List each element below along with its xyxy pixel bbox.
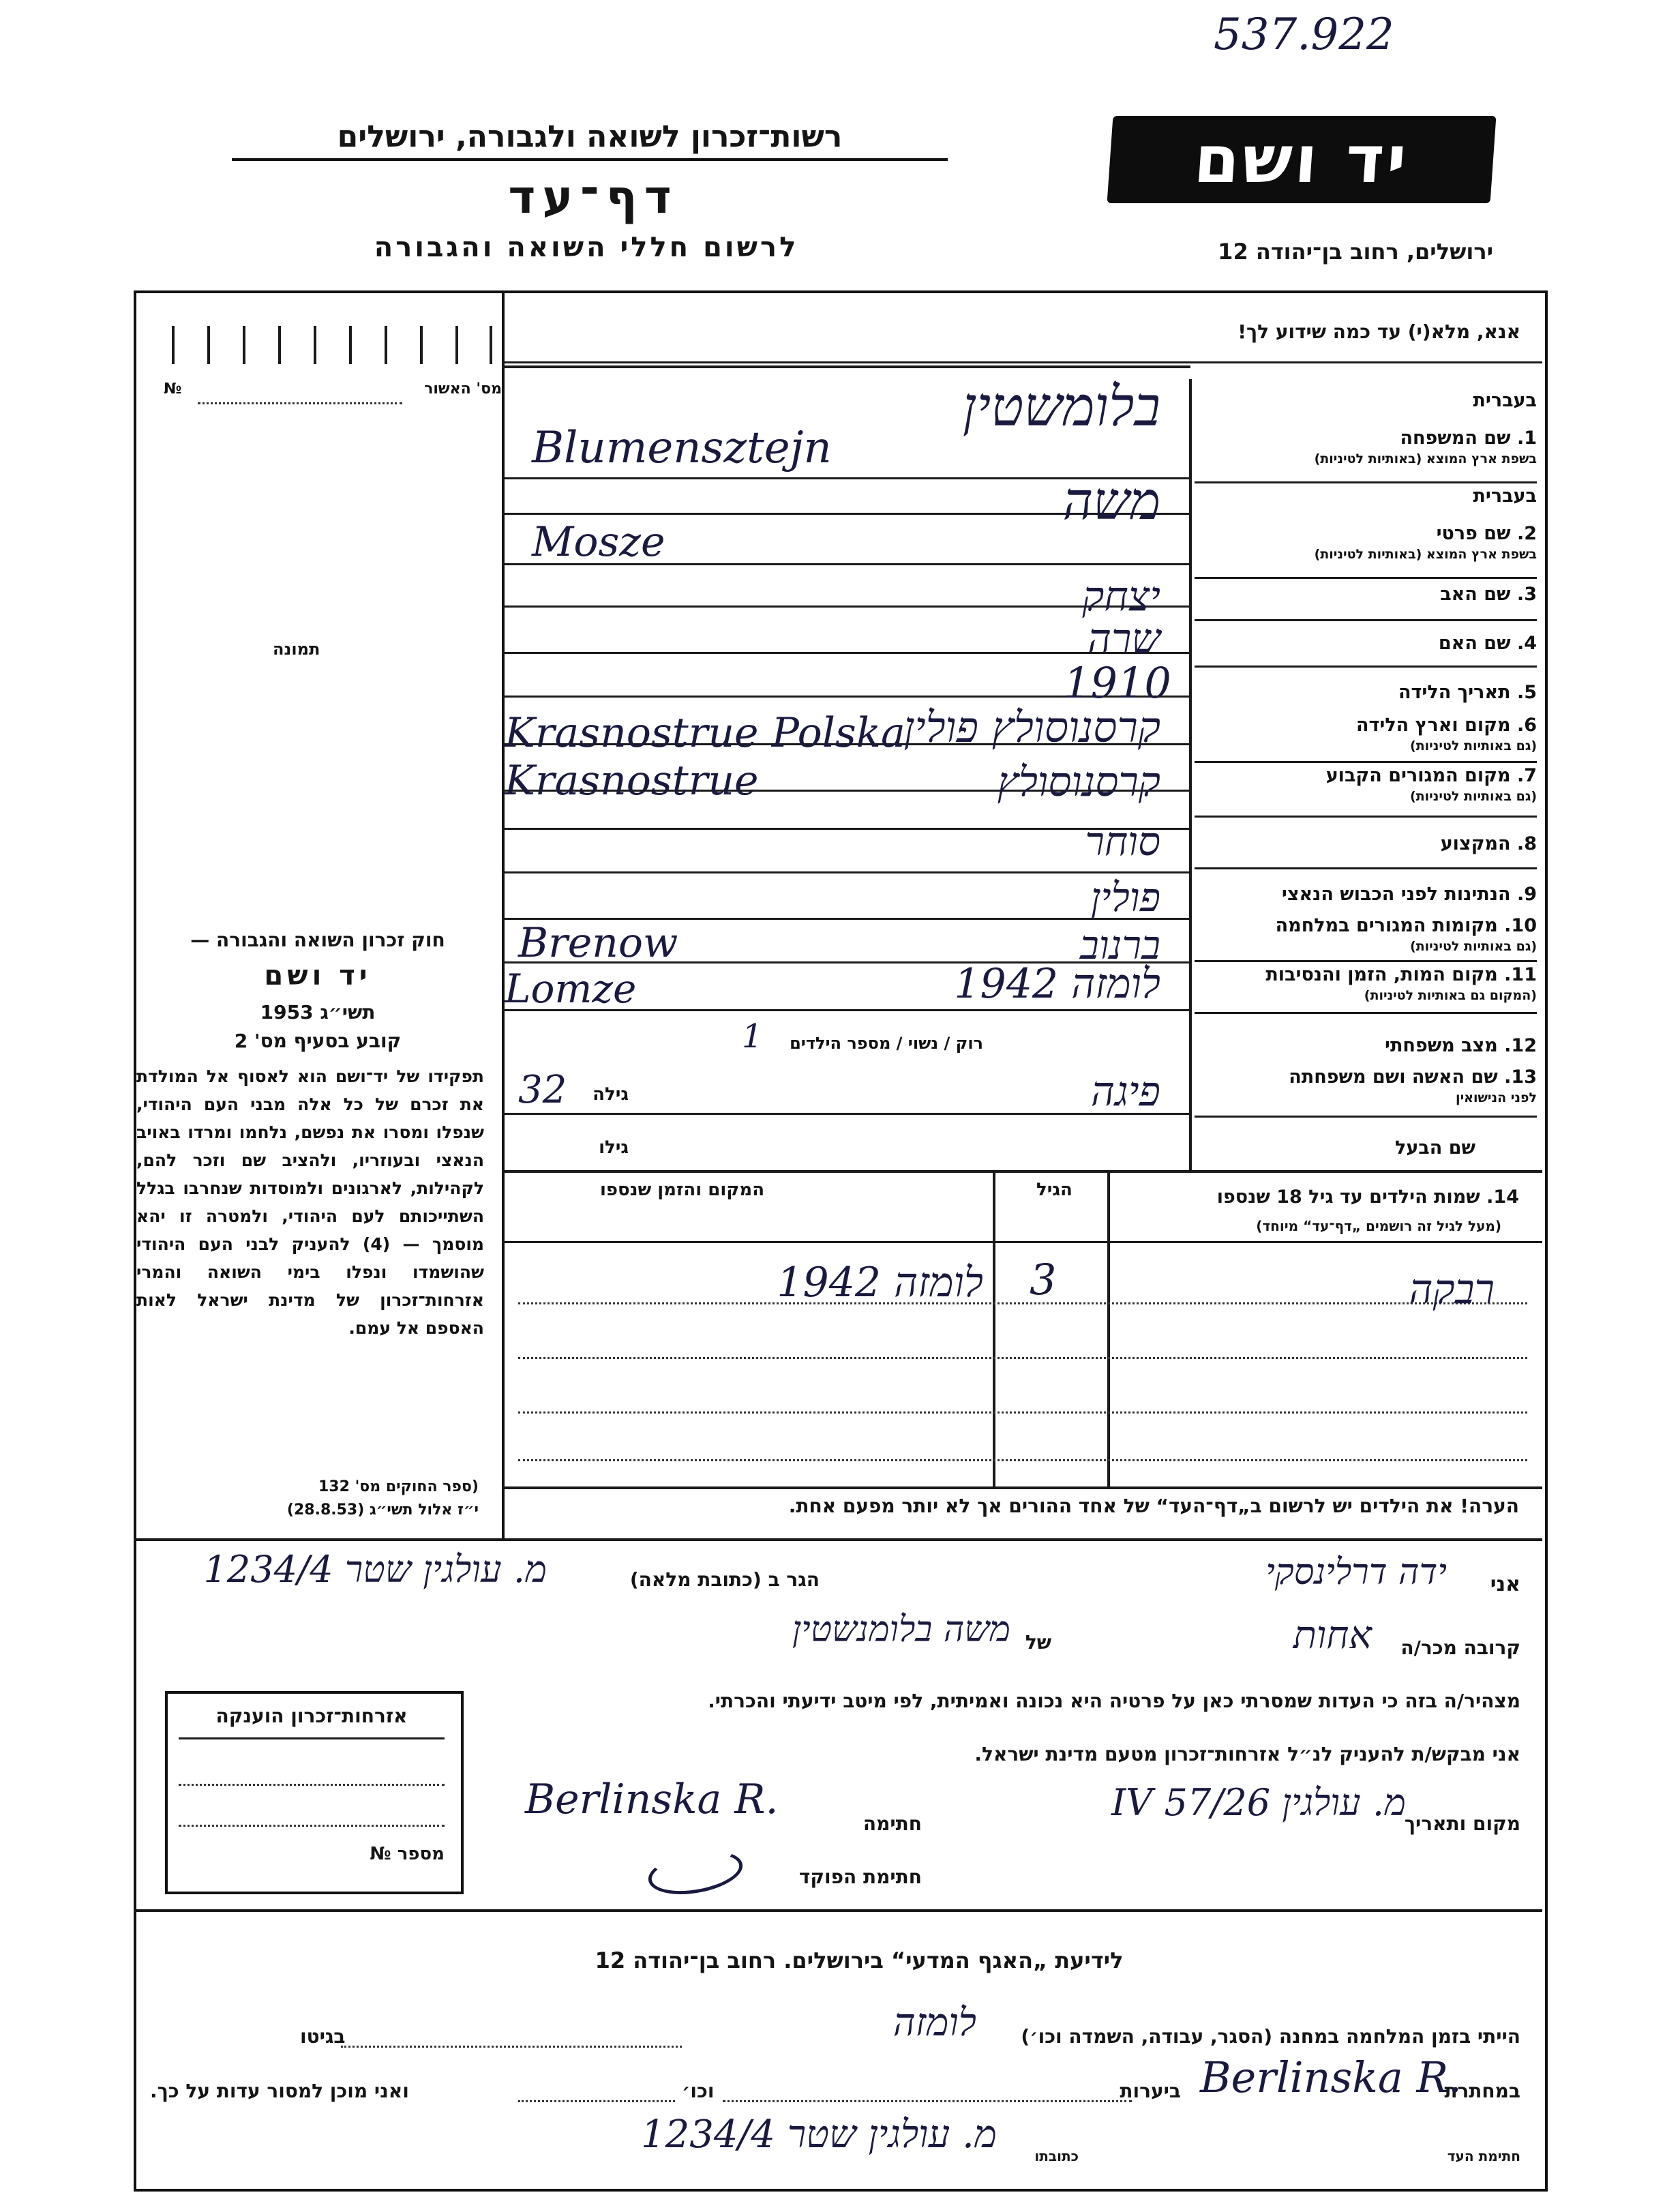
- death-hebrew-value[interactable]: לומזה 1942: [954, 960, 1160, 1008]
- mother-value[interactable]: שרה: [1087, 615, 1160, 663]
- surname-hebrew-value[interactable]: בלומשטין: [962, 375, 1160, 438]
- birth-date-label: 5. תאריך הלידה: [1398, 682, 1537, 703]
- first-name-label: 2. שם פרטי: [1436, 523, 1537, 544]
- birth-place-hebrew-value[interactable]: קרסנוסולץ פולין: [903, 702, 1160, 752]
- birth-place-sub: (גם באותיות לטיניות): [1409, 738, 1537, 753]
- declaration-request: אני מבקש/ת להעניק לנ״ל אזרחות־זכרון מטעם מדינת ישראל.: [974, 1743, 1520, 1765]
- first-name-latin-value[interactable]: Mosze: [532, 518, 665, 566]
- children-sub: (מעל לגיל זה רושמים „דף־עד“ מיוחד): [1256, 1218, 1501, 1234]
- declaration-relative-label: קרובה מכר/ה: [1400, 1636, 1520, 1659]
- spouse-value[interactable]: פיגה: [1090, 1068, 1160, 1116]
- spouse-age-label: גילה: [592, 1084, 629, 1105]
- spouse-label: 13. שם האשה ושם משפחתה: [1289, 1066, 1537, 1088]
- war-residence-hebrew-value[interactable]: ברנוב: [1079, 922, 1160, 968]
- children-age-header: הגיל: [1036, 1180, 1072, 1200]
- residence-hebrew-value[interactable]: קרסנוסולץ: [997, 758, 1160, 806]
- footer-address-value[interactable]: מ. עולגין שטר 1234/4: [640, 2112, 997, 2157]
- official-signature-label: חתימת הפוקד: [798, 1866, 922, 1888]
- surname-latin-value[interactable]: Blumensztejn: [532, 423, 832, 473]
- father-value[interactable]: יצחק: [1082, 573, 1160, 621]
- father-label: 3. שם האב: [1440, 584, 1537, 605]
- declarant-name[interactable]: ידה דרלינסקי: [1265, 1552, 1447, 1593]
- declaration-statement: מצהיר/ה בזה כי העדות שמסרתי כאן על פרטיה היא נכונה ואמיתית, לפי מיטב ידיעתי והכרתי.: [708, 1690, 1520, 1712]
- photo-label: תמונה: [273, 640, 320, 659]
- form-title: דף־עד: [508, 170, 678, 224]
- yad-vashem-logo: [1107, 116, 1497, 203]
- profession-label: 8. המקצוע: [1440, 833, 1537, 854]
- deceased-name-repeat[interactable]: משה בלומנשטין: [792, 1609, 1010, 1650]
- citizenship-number: מספר №: [370, 1844, 445, 1864]
- form-subtitle: לרשום חללי השואה והגבורה: [374, 232, 799, 263]
- death-latin-value[interactable]: Lomze: [505, 966, 637, 1012]
- serial-label: מס' האשור: [424, 380, 502, 398]
- profession-value[interactable]: סוחר: [1085, 818, 1160, 865]
- first-name-sub: בשפת ארץ המוצא (באותיות לטיניות): [1314, 547, 1537, 562]
- footer-underground-label: במחתרת: [1444, 2080, 1520, 2102]
- declaration-i-label: אני: [1490, 1572, 1520, 1596]
- child-1-age[interactable]: 3: [1030, 1255, 1057, 1304]
- footer-ready-text: ואני מוכן למסור עדות על כך.: [150, 2080, 409, 2102]
- footer-forests-label: ביערות: [1120, 2080, 1181, 2102]
- footer-witness-signature-label: חתימת העד: [1447, 2148, 1520, 2164]
- children-note: הערה! את הילדים יש לרשום ב„דף־העד“ של אחד ההורים אך לא יותר מפעם אחת.: [788, 1495, 1519, 1517]
- spouse-age-value[interactable]: 32: [518, 1068, 567, 1112]
- first-name-hebrew-value[interactable]: משה: [1062, 470, 1160, 531]
- footer-camp-value[interactable]: לומזה: [892, 2001, 976, 2045]
- serial-number-mark: №: [164, 380, 182, 398]
- surname-label: 1. שם המשפחה: [1400, 428, 1537, 449]
- death-label: 11. מקום המות, הזמן והנסיבות: [1265, 964, 1537, 985]
- husband-label: שם הבעל: [1394, 1137, 1475, 1159]
- law-year: תשי״ג 1953: [260, 1001, 376, 1023]
- signature-label: חתימה: [862, 1812, 922, 1835]
- sidebar-box: [134, 290, 505, 1538]
- declarant-signature[interactable]: Berlinska R.: [525, 1776, 779, 1823]
- child-1-place[interactable]: לומזה 1942: [777, 1259, 983, 1306]
- birth-place-latin-value[interactable]: Krasnostrue Polska: [505, 709, 905, 757]
- law-text: תפקידו של יד־ושם הוא לאסוף אל המולדת את זכרם של כל אלה מבני העם היהודי, שנפלו ומסרו את נפשם, נלחמו ומרדו באויב הנאצי ובעוזריו, ולהציב שם וזכר להם, לקהילות, לארגונים ולמוסדות שנחרבו בגלל השתייכותם לעם היהודי, ולמטרה זו יהא מוסמך — (4) להעניק לבני העם היהודי שהושמדו ונפלו בימי השואה והמרי אזרחות־זכרון של מדינת ישראל לאות האספם אל עמם.: [136, 1066, 485, 1338]
- residence-label: 7. מקום המגורים הקבוע: [1325, 765, 1537, 786]
- footer-address-label: כתובתו: [1034, 2148, 1079, 2164]
- declaration-of-label: של: [1025, 1631, 1051, 1654]
- spouse-sub: לפני הנישואין: [1456, 1090, 1537, 1105]
- nationality-value[interactable]: פולין: [1090, 874, 1160, 921]
- nationality-label: 9. הנתינות לפני הכבוש הנאצי: [1281, 884, 1537, 905]
- serial-ticks: [172, 326, 492, 364]
- declaration-resides-label: הגר ב (כתובת מלאה): [629, 1568, 820, 1591]
- declarant-address[interactable]: מ. עולגין שטר 1234/4: [203, 1548, 547, 1591]
- children-label: 14. שמות הילדים עד גיל 18 שנספו: [1216, 1186, 1519, 1208]
- footer-heading: לידיעת „האגף המדעי“ בירושלים. רחוב בן־יהודה 12: [595, 1947, 1124, 1973]
- place-date-value[interactable]: מ. עולגין 26/IV 57: [1111, 1781, 1406, 1824]
- war-residence-label: 10. מקומות המגורים במלחמה: [1275, 915, 1537, 936]
- footer-camp-text: הייתי בזמן המלחמה במחנה (הסגר, עבודה, השמדה וכו׳): [1021, 2025, 1520, 2048]
- header-authority: רשות־זכרון לשואה ולגבורה, ירושלים: [337, 119, 843, 154]
- citizenship-title: אזרחות־זכרון הוענקה: [215, 1705, 408, 1727]
- death-sub: (המקום גם באותיות לטיניות): [1364, 988, 1537, 1003]
- war-residence-sub: (גם באותיות לטיניות): [1409, 939, 1537, 954]
- family-status-options: רוק / נשוי / מספר הילדים: [790, 1034, 983, 1053]
- family-status-value[interactable]: 1: [742, 1017, 763, 1056]
- law-name: יד ושם: [264, 960, 372, 991]
- footer-underground-value[interactable]: Berlinska R.: [1200, 2052, 1462, 2102]
- first-name-hebrew-label: בעברית: [1473, 485, 1537, 507]
- form-instruction: אנא, מלא(י) עד כמה שידוע לך!: [1238, 320, 1520, 343]
- law-clause: קובע בסעיף מס' 2: [234, 1030, 402, 1052]
- war-residence-latin-value[interactable]: Brenow: [518, 919, 678, 967]
- footer-ghetto-label: בגיטו: [300, 2025, 346, 2048]
- place-date-label: מקום ותאריך: [1404, 1812, 1520, 1835]
- law-reference: (ספר החוקים מס' 132: [318, 1478, 479, 1495]
- children-place-header: המקום והזמן שנספו: [600, 1180, 765, 1200]
- residence-sub: (גם באותיות לטיניות): [1409, 789, 1537, 804]
- mother-label: 4. שם האם: [1438, 633, 1537, 654]
- law-title: חוק זכרון השואה והגבורה —: [190, 929, 445, 951]
- child-1-name[interactable]: רבקה: [1409, 1266, 1495, 1313]
- birth-date-value[interactable]: 1910: [1064, 658, 1171, 708]
- footer-etc-label: וכו׳: [682, 2080, 715, 2102]
- archive-number: 537.922: [1214, 10, 1394, 60]
- declarant-relation[interactable]: אחות: [1293, 1613, 1372, 1658]
- husband-age-label: גילו: [599, 1137, 629, 1158]
- residence-latin-value[interactable]: Krasnostrue: [505, 757, 759, 805]
- law-reference-date: י״ז אלול תשי״ג (28.8.53): [286, 1501, 479, 1519]
- surname-hebrew-label: בעברית: [1473, 390, 1537, 411]
- logo-text: יד ושם: [1191, 121, 1412, 198]
- family-status-label: 12. מצב משפחתי: [1385, 1035, 1537, 1056]
- surname-sub: בשפת ארץ המוצא (באותיות לטיניות): [1314, 451, 1537, 466]
- birth-place-label: 6. מקום וארץ הלידה: [1355, 715, 1537, 736]
- header-address: ירושלים, רחוב בן־יהודה 12: [1218, 239, 1493, 265]
